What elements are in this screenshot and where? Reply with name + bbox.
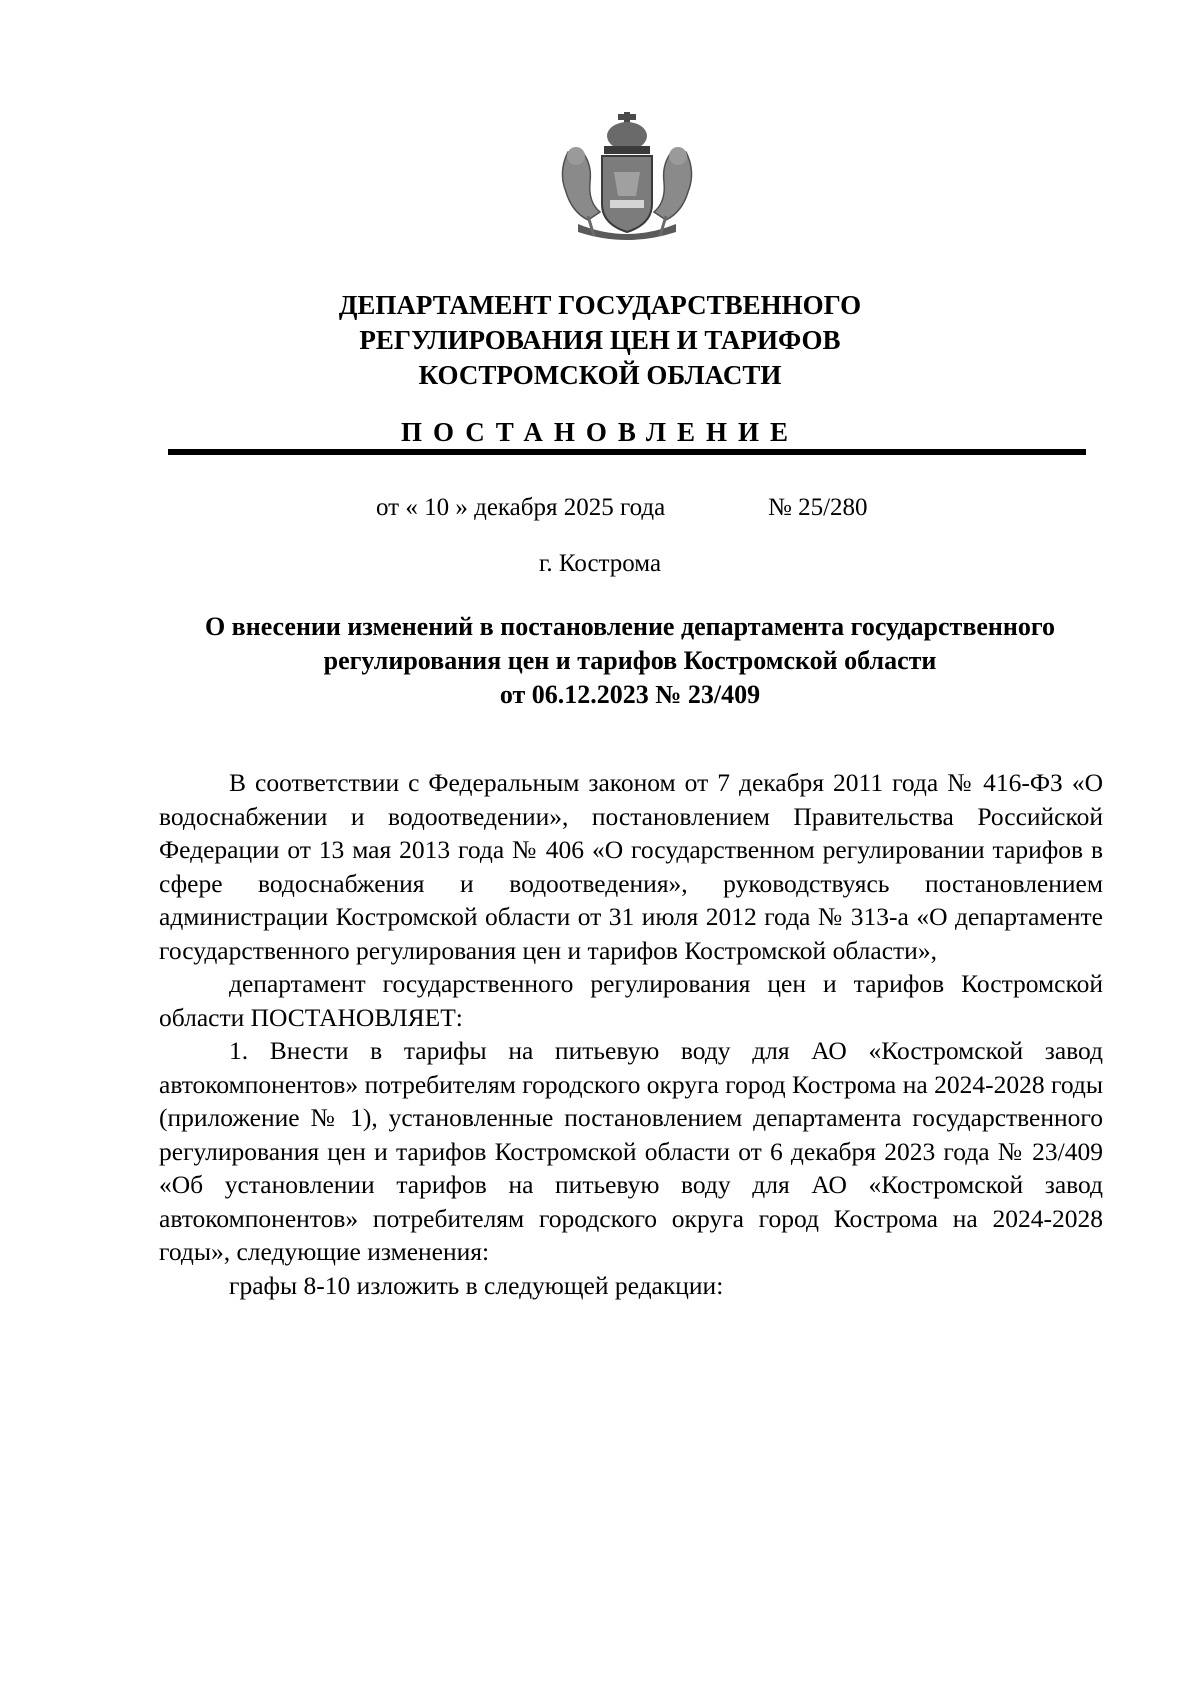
header-divider <box>168 449 1086 455</box>
document-number: № 25/280 <box>768 494 868 521</box>
body-paragraph: 1. Внести в тарифы на питьевую воду для АО «Костромской завод автокомпонентов» потребителям городского округа город Кострома на 2024-2028 годы (приложение № 1), установленные постановлением департамента государственного регулирования цен и тарифов Костромской области от 6 декабря 2023 года № 23/409 «Об установлении тарифов на питьевую воду для АО «Костромской завод автокомпонентов» потребителям городского округа город Кострома на 2024-2028 годы», следующие изменения: <box>159 1036 1103 1266</box>
subject-line-3: от 06.12.2023 № 23/409 <box>499 680 761 709</box>
subject-line-1: О внесении изменений в постановление департамента государственного <box>204 612 1056 641</box>
coat-of-arms-icon <box>548 112 706 244</box>
document-subject <box>0 610 1200 712</box>
document-city: г. Кострома <box>538 550 662 577</box>
department-name <box>0 288 1200 393</box>
document-type-title: ПОСТАНОВЛЕНИЕ <box>400 417 800 447</box>
department-line-2: РЕГУЛИРОВАНИЯ ЦЕН И ТАРИФОВ <box>359 325 841 355</box>
department-line-3: КОСТРОМСКОЙ ОБЛАСТИ <box>418 360 782 390</box>
body-paragraph: В соответствии с Федеральным законом от 7 декабря 2011 года № 416-ФЗ «О водоснабжении и водоотведении», постановлением Правительства Российской Федерации от 13 мая 2013 года № 406 «О государственном регулировании тарифов в сфере водоснабжения и водоотведения», руководствуясь постановлением администрации Костромской области от 31 июля 2012 года № 313-а «О департаменте государственного регулирования цен и тарифов Костромской области», <box>159 768 1103 965</box>
body-paragraph: графы 8-10 изложить в следующей редакции: <box>229 1270 724 1300</box>
document-date: от « 10 » декабря 2025 года <box>376 494 666 521</box>
department-line-1: ДЕПАРТАМЕНТ ГОСУДАРСТВЕННОГО <box>338 290 862 320</box>
body-paragraph: департамент государственного регулирования цен и тарифов Костромской области ПОСТАНОВЛЯЕТ: <box>159 969 1103 1032</box>
document-body <box>159 766 1103 1302</box>
subject-line-2: регулирования цен и тарифов Костромской области <box>323 646 937 675</box>
